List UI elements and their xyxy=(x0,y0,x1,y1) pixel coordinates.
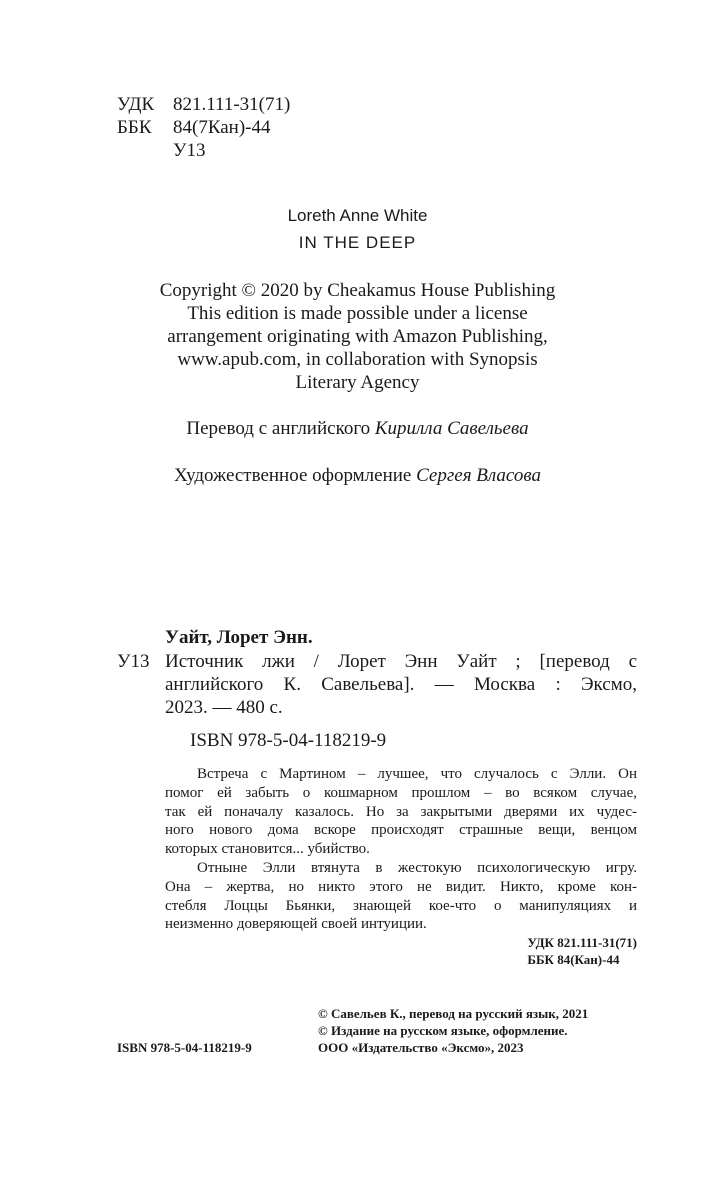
bibliography-mark: У13 xyxy=(117,651,150,672)
bibliography-line: Источник лжи / Лорет Энн Уайт ; [перевод с xyxy=(165,651,637,672)
bibliography-line: английского К. Савельева]. — Москва : Эксмо, xyxy=(165,674,637,695)
bibliography-line: 2023. — 480 с. xyxy=(165,697,283,718)
udk-line xyxy=(117,93,290,116)
annotation xyxy=(165,765,637,934)
copyright-line: Copyright © 2020 by Cheakamus House Publishing xyxy=(159,280,556,301)
bibliography-heading: Уайт, Лорет Энн. xyxy=(165,627,313,648)
annotation-line: так ей поначалу казалось. Но за закрытыми дверями их чудес- xyxy=(165,803,637,820)
annotation-line: помог ей забыть о кошмарном прошлом – во всяком случае, xyxy=(165,784,637,801)
copyright-notice xyxy=(318,1005,588,1056)
classification-codes xyxy=(527,934,637,968)
copyright-notice-line: © Издание на русском языке, оформление. xyxy=(318,1023,568,1038)
copyright-notice-line: ООО «Издательство «Эксмо», 2023 xyxy=(318,1040,524,1055)
annotation-line: стебля Лоццы Бьянки, знающей кое-что о манипуляциях и xyxy=(165,897,637,914)
designer-name: Сергея Власова xyxy=(416,465,541,486)
annotation-line: Встреча с Мартином – лучшее, что случалось с Элли. Он xyxy=(197,766,637,782)
udk-value: 821.111-31(71) xyxy=(173,94,291,115)
annotation-line: ного нового дома вскоре происходят страшные вещи, венцом xyxy=(165,822,637,839)
copyright-line: www.apub.com, in collaboration with Synopsis xyxy=(177,349,538,370)
copyright-notice-line: © Савельев К., перевод на русский язык, 2021 xyxy=(318,1006,589,1021)
bbk-label: ББК xyxy=(117,117,152,138)
original-title: IN THE DEEP xyxy=(298,233,417,252)
author-mark: У13 xyxy=(173,140,206,161)
copyright-line: Literary Agency xyxy=(295,372,420,393)
annotation-line: Отныне Элли втянута в жестокую психологическую игру. xyxy=(197,859,637,876)
copyright-line: This edition is made possible under a license xyxy=(187,303,528,324)
bibliography-isbn: ISBN 978-5-04-118219-9 xyxy=(190,730,387,751)
translator-name: Кирилла Савельева xyxy=(374,418,529,439)
copyright-line: arrangement originating with Amazon Publishing, xyxy=(167,326,548,347)
footer-isbn: ISBN 978-5-04-118219-9 xyxy=(117,1040,252,1055)
design-credit xyxy=(0,464,715,487)
translation-credit xyxy=(0,417,715,440)
bbk-value: 84(7Кан)-44 xyxy=(173,117,271,138)
copyright-block xyxy=(0,279,715,394)
design-prefix: Художественное оформление xyxy=(174,465,412,486)
annotation-line: которых становится... убийство. xyxy=(165,841,370,858)
codes-bbk: ББК 84(Кан)-44 xyxy=(527,952,620,967)
codes-udk: УДК 821.111-31(71) xyxy=(527,935,637,950)
translation-prefix: Перевод с английского xyxy=(186,418,371,439)
bbk-line xyxy=(117,116,271,139)
udk-label: УДК xyxy=(117,94,155,115)
annotation-line: Она – жертва, но никто этого не видит. Никто, кроме кон- xyxy=(165,878,637,895)
bibliography-description xyxy=(165,650,637,719)
annotation-line: неизменно доверяющей своей интуиции. xyxy=(165,916,427,933)
original-author: Loreth Anne White xyxy=(287,206,428,225)
